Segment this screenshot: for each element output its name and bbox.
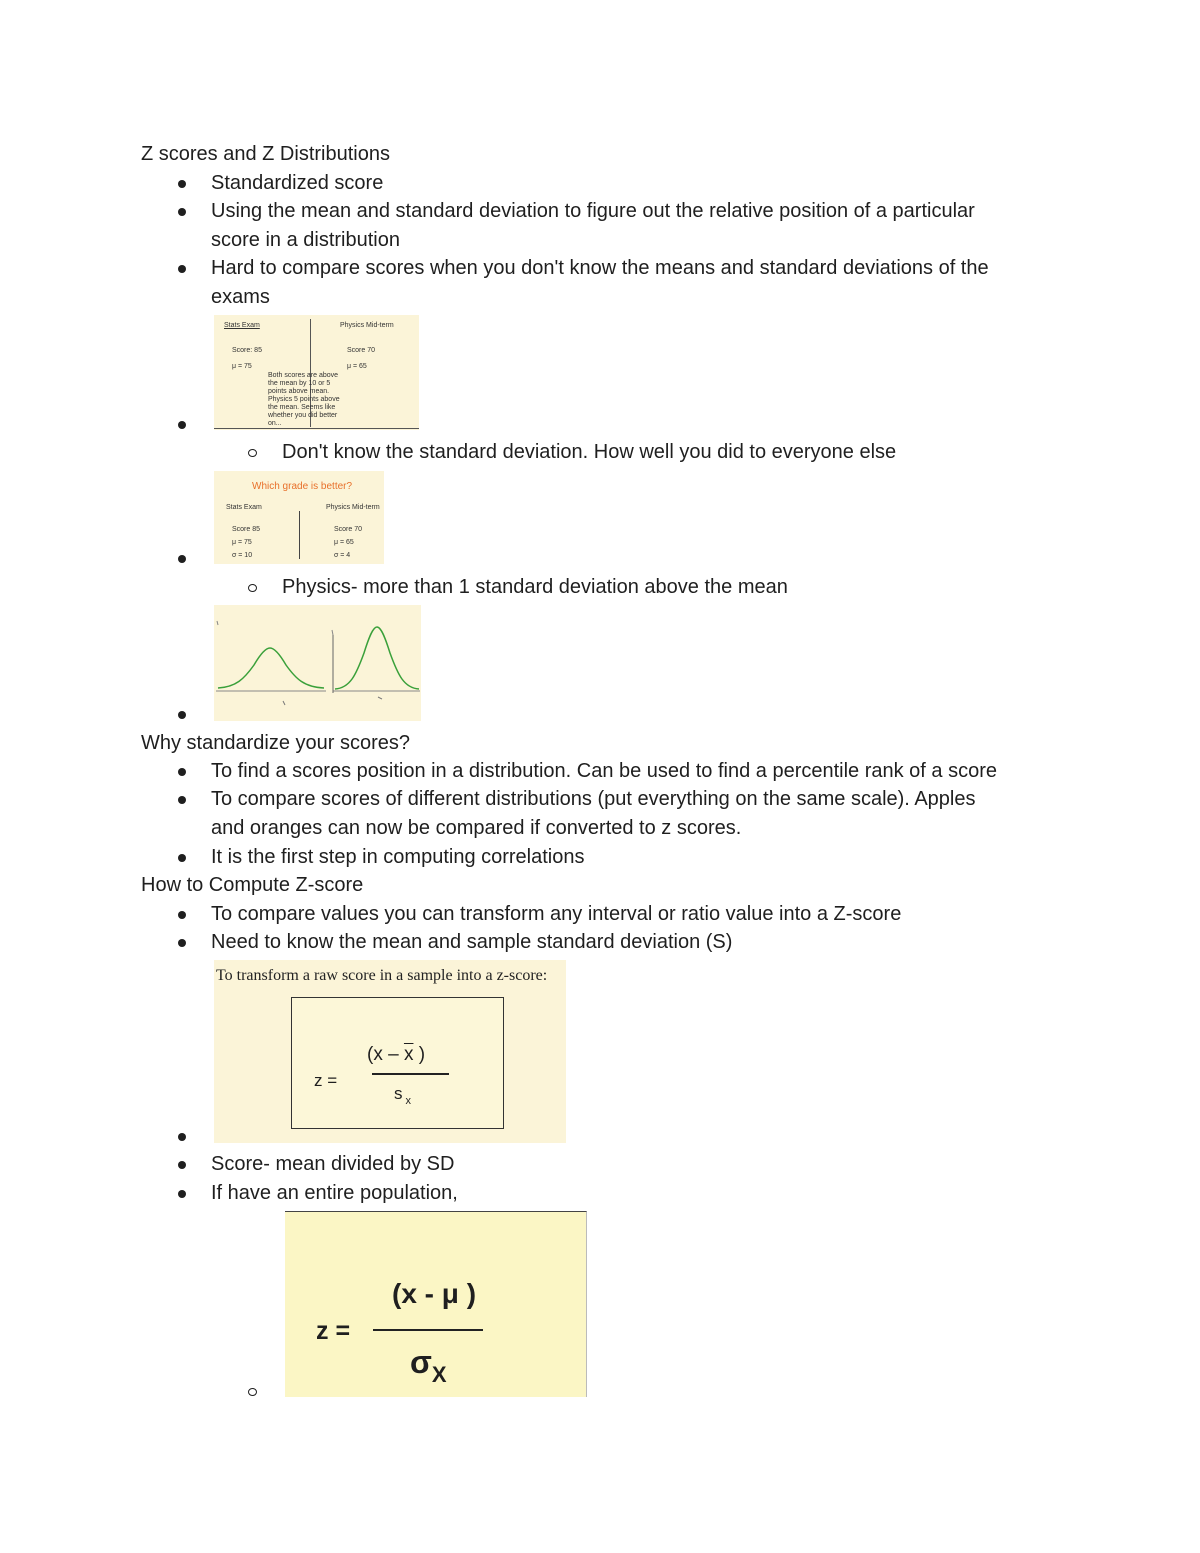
- bullet: [178, 1190, 186, 1198]
- list-item: Need to know the mean and sample standard deviation (S): [211, 931, 733, 953]
- slide-title: Which grade is better?: [252, 481, 353, 492]
- stats-exam-label: Stats Exam: [226, 504, 262, 511]
- formula-denominator: s $_x$: [394, 1084, 411, 1107]
- bullet: [178, 939, 186, 947]
- bullet: [178, 854, 186, 862]
- divider: [299, 511, 300, 559]
- divider: [214, 428, 419, 429]
- bullet: [178, 711, 186, 719]
- normal-curves-image: [214, 605, 421, 721]
- note-line: on...: [268, 420, 282, 427]
- formula-lhs: z =: [314, 1071, 338, 1090]
- list-item: Standardized score: [211, 172, 384, 194]
- heading-why-standardize: Why standardize your scores?: [141, 732, 411, 754]
- bullet: [178, 1133, 186, 1141]
- note-line: Both scores are above: [268, 372, 339, 379]
- list-item: Using the mean and standard deviation to figure out the relative position of a particular: [211, 200, 975, 222]
- sub-list-item: Physics- more than 1 standard deviation above the mean: [282, 576, 788, 598]
- physics-mean: μ = 65: [347, 363, 367, 370]
- formula-denominator: $\sigma_X$: [410, 1344, 447, 1387]
- formula-numerator: (x - μ ): [392, 1278, 477, 1309]
- note-line: the mean. Seems like: [268, 404, 336, 411]
- note-line: whether you did better: [268, 412, 338, 419]
- note-line: Physics 5 points above: [268, 396, 340, 403]
- population-z-formula-image: [285, 1211, 587, 1397]
- list-item: To compare scores of different distributions (put everything on the same scale). Apples: [211, 788, 976, 810]
- formula-caption: To transform a raw score in a sample into a z-score:: [216, 967, 548, 984]
- list-item-cont: and oranges can now be compared if converted to z scores.: [211, 817, 742, 839]
- physics-label: Physics Mid-term: [326, 504, 380, 511]
- stats-row: Score 85: [232, 526, 261, 533]
- bullet: [178, 555, 186, 563]
- physics-row: μ = 65: [334, 539, 354, 546]
- normal-curves-graphic: [214, 605, 421, 721]
- bullet: [178, 180, 186, 188]
- stats-exam-label: Stats Exam: [224, 322, 260, 329]
- list-item: Hard to compare scores when you don't know the means and standard deviations of the: [211, 257, 989, 279]
- stats-score: Score: 85: [232, 347, 262, 354]
- formula-box: [291, 997, 504, 1129]
- list-item: To find a scores position in a distribution. Can be used to find a percentile rank of a score: [211, 760, 998, 782]
- heading-how-to-compute: How to Compute Z-score: [141, 874, 364, 896]
- physics-score: Score 70: [347, 347, 376, 354]
- bullet: [178, 911, 186, 919]
- sub-bullet: [248, 449, 257, 457]
- sub-bullet: [248, 1388, 257, 1396]
- stats-row: μ = 75: [232, 539, 252, 546]
- bullet: [178, 265, 186, 273]
- physics-row: σ = 4: [334, 552, 351, 559]
- bullet: [178, 768, 186, 776]
- bullet: [178, 208, 186, 216]
- list-item-cont: score in a distribution: [211, 229, 400, 251]
- which-grade-image: [214, 471, 384, 564]
- note-line: points above mean.: [268, 388, 330, 395]
- list-item: It is the first step in computing correlations: [211, 846, 585, 868]
- sample-z-formula-image: [214, 960, 566, 1143]
- formula-lhs: z =: [316, 1317, 351, 1345]
- stats-row: σ = 10: [232, 552, 253, 559]
- physics-row: Score 70: [334, 526, 363, 533]
- bullet: [178, 1161, 186, 1169]
- heading-z-scores: Z scores and Z Distributions: [141, 143, 390, 165]
- stats-mean: μ = 75: [232, 363, 252, 370]
- list-item: If have an entire population,: [211, 1182, 458, 1204]
- list-item: Score- mean divided by SD: [211, 1153, 455, 1175]
- list-item: To compare values you can transform any interval or ratio value into a Z-score: [211, 903, 902, 925]
- bullet: [178, 421, 186, 429]
- sub-bullet: [248, 584, 257, 592]
- note-line: the mean by 10 or 5: [268, 380, 331, 387]
- formula-numerator: ($x - \overline{x}$ ): [367, 1044, 426, 1065]
- bullet: [178, 796, 186, 804]
- list-item-cont: exams: [211, 286, 270, 308]
- physics-label: Physics Mid-term: [340, 322, 394, 329]
- fraction-bar: [373, 1329, 483, 1331]
- fraction-bar: [372, 1073, 449, 1075]
- sub-list-item: Don't know the standard deviation. How well you did to everyone else: [282, 441, 897, 463]
- exam-comparison-image: [214, 315, 419, 430]
